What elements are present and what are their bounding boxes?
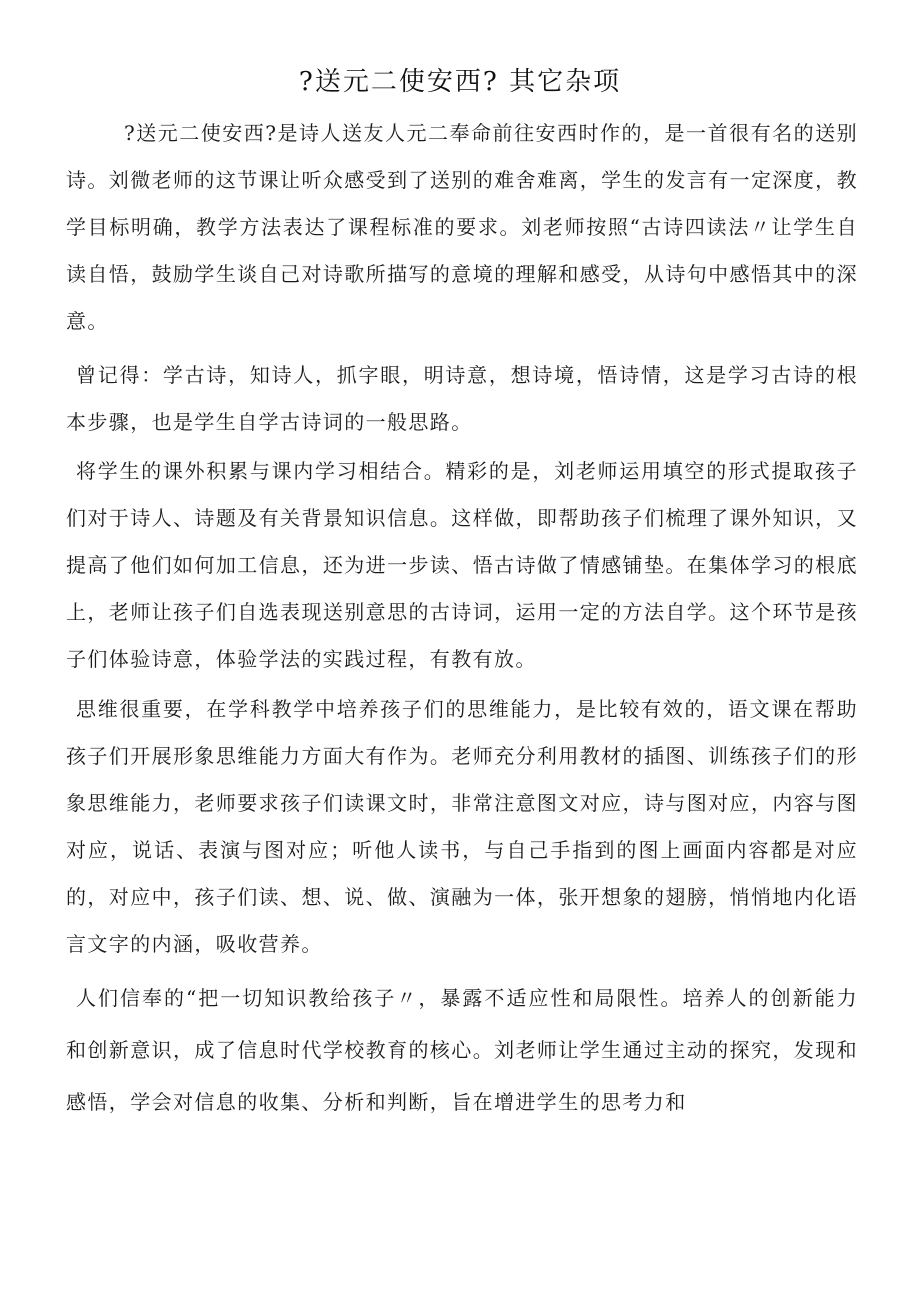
- paragraph-steps: 曾记得：学古诗，知诗人，抓字眼，明诗意，想诗境，悟诗情，这是学习古诗的根本步骤，也是学生自学古诗词的一般思路。: [66, 363, 858, 434]
- document-title: ?送元二使安西? 其它杂项: [298, 67, 622, 97]
- paragraph-integration: 将学生的课外积累与课内学习相结合。精彩的是，刘老师运用填空的形式提取孩子们对于诗人、诗题及有关背景知识信息。这样做，即帮助孩子们梳理了课外知识，又提高了他们如何加工信息，还为进一步读、悟古诗做了情感铺垫。在集体学习的根底上，老师让孩子们自选表现送别意思的古诗词，运用一定的方法自学。这个环节是孩子们体验诗意，体验学法的实践过程，有教有放。: [66, 459, 858, 671]
- paragraph-thinking: 思维很重要，在学科教学中培养孩子们的思维能力，是比较有效的，语文课在帮助孩子们开展形象思维能力方面大有作为。老师充分利用教材的插图、训练孩子们的形象思维能力，老师要求孩子们读课文时，非常注意图文对应，诗与图对应，内容与图对应，说话、表演与图对应；听他人读书，与自己手指到的图上画面内容都是对应的，对应中，孩子们读、想、说、做、演融为一体，张开想象的翅膀，悄悄地内化语言文字的内涵，吸收营养。: [66, 697, 858, 956]
- paragraph-intro: ?送元二使安西?是诗人送友人元二奉命前往安西时作的，是一首很有名的送别诗。刘微老师的这节课让听众感受到了送别的难舍难离，学生的发言有一定深度，教学目标明确，教学方法表达了课程标准的要求。刘老师按照“古诗四读法〃让学生自读自悟，鼓励学生谈自己对诗歌所描写的意境的理解和感受，从诗句中感悟其中的深意。: [66, 121, 858, 333]
- paragraph-innovation: 人们信奉的“把一切知识教给孩子〃，暴露不适应性和局限性。培养人的创新能力和创新意识，成了信息时代学校教育的核心。刘老师让学生通过主动的探究，发现和感悟，学会对信息的收集、分析和判断，旨在增进学生的思考力和: [66, 986, 858, 1114]
